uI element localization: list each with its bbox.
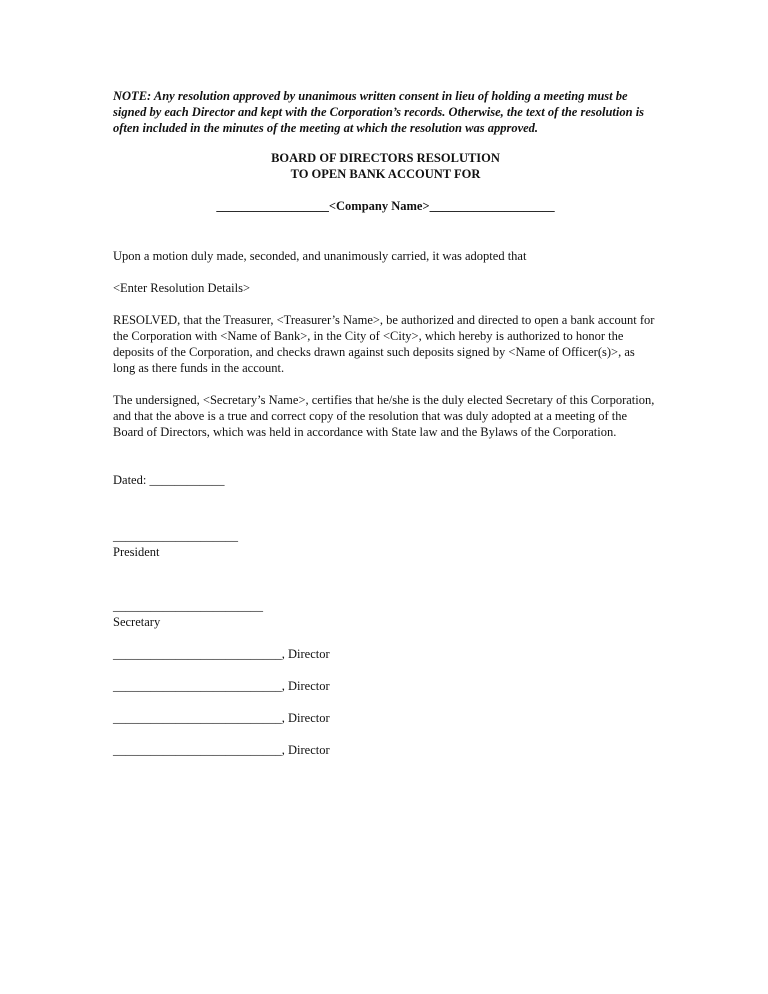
document-title-line-2: TO OPEN BANK ACCOUNT FOR [290, 167, 481, 181]
note-paragraph: NOTE: Any resolution approved by unanimous written consent in lieu of holding a meeting must be signed by each Director and kept with the Corporation’s records. Otherwise, the text of the resolution is often included in the minutes of the meeting at which the resolution was approved. [113, 89, 645, 135]
secretary-label: Secretary [113, 615, 161, 629]
document-page [113, 88, 658, 774]
secretary-signature-block [113, 598, 658, 630]
company-name-line: __________________<Company Name>____________________ [216, 199, 555, 213]
motion-paragraph: Upon a motion duly made, seconded, and unanimously carried, it was adopted that [113, 249, 527, 263]
resolved-paragraph: RESOLVED, that the Treasurer, <Treasurer’s Name>, be authorized and directed to open a bank account for the Corporation with <Name of Bank>, in the City of <City>, which hereby is authorized to honor the deposits of the Corporation, and checks drawn against such deposits signed by <Name of Officer(s)>, as long as there funds in the account. [113, 313, 655, 375]
secretary-signature-line: ________________________ [113, 599, 263, 613]
resolution-details-placeholder: <Enter Resolution Details> [113, 281, 250, 295]
president-label: President [113, 545, 160, 559]
dated-line: Dated: ____________ [113, 473, 225, 487]
document-title-line-1: BOARD OF DIRECTORS RESOLUTION [271, 151, 500, 165]
director-signature-line: ___________________________, Director [113, 711, 330, 725]
director-signature-line: ___________________________, Director [113, 679, 330, 693]
president-signature-line: ____________________ [113, 529, 238, 543]
director-signature-line: ___________________________, Director [113, 743, 330, 757]
president-signature-block [113, 528, 658, 560]
director-signature-line: ___________________________, Director [113, 647, 330, 661]
certification-paragraph: The undersigned, <Secretary’s Name>, certifies that he/she is the duly elected Secretary of this Corporation, and that the above is a true and correct copy of the resolution that was duly adopted at a meeting of the Board of Directors, which was held in accordance with State law and the Bylaws of the Corporation. [113, 393, 655, 439]
